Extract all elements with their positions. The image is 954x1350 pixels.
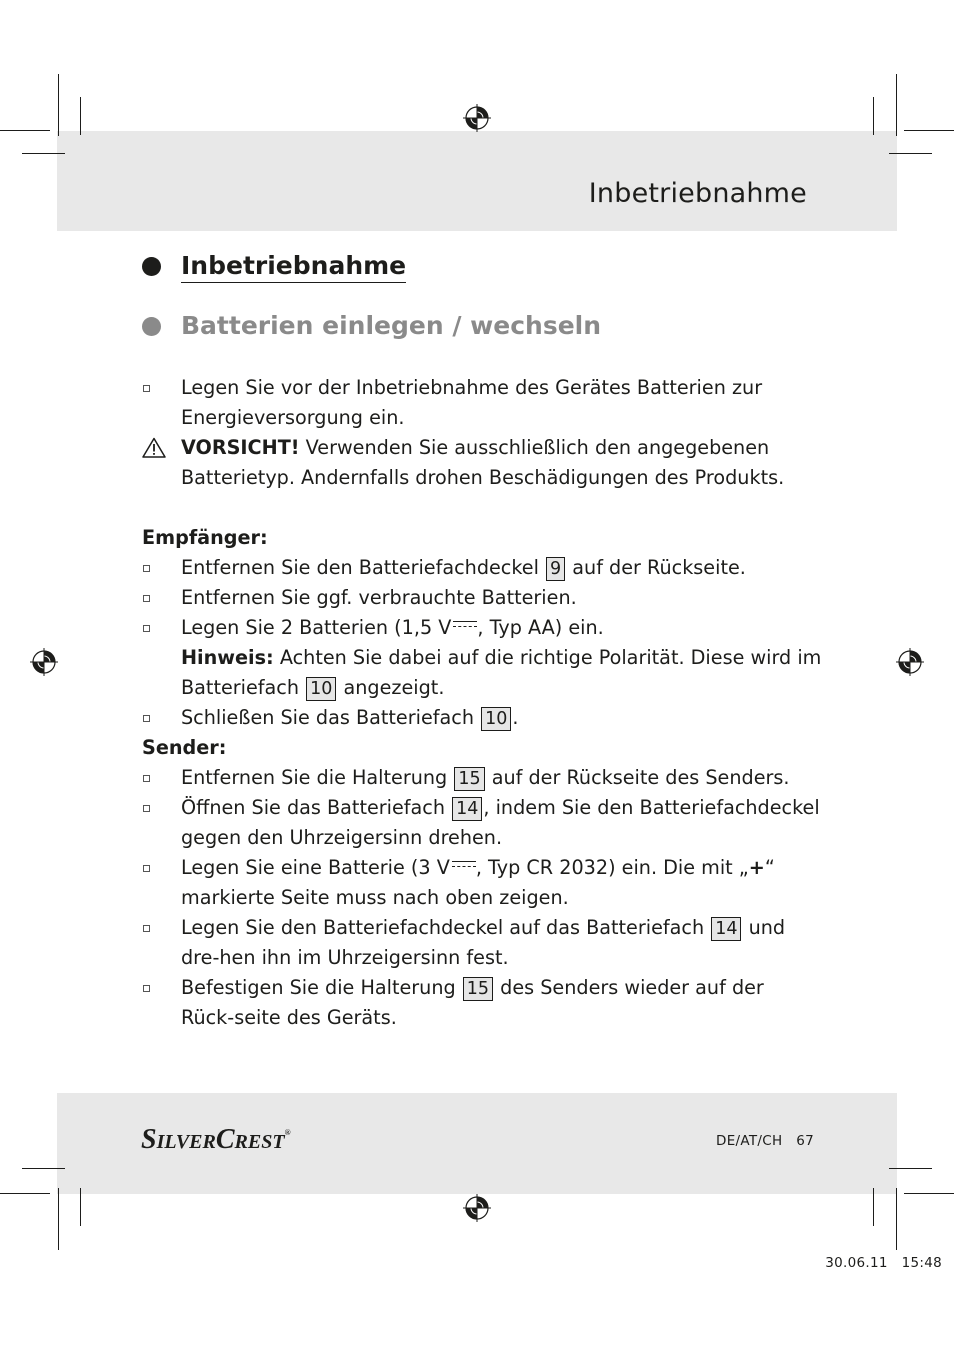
registration-mark-icon: [462, 103, 492, 133]
part-reference: 9: [546, 557, 565, 581]
checkbox-bullet-icon: [143, 925, 150, 932]
locale-label: DE/AT/CH: [716, 1133, 783, 1149]
registration-mark-icon: [29, 647, 59, 677]
section-bullet-icon: [142, 257, 161, 276]
checkbox-bullet-icon: [143, 775, 150, 782]
list-item: Schließen Sie das Batteriefach 10 .: [142, 703, 822, 733]
warning-notice: VORSICHT! Verwenden Sie ausschließlich den angegebenen Batterietyp. Andernfalls drohen Beschädigungen des Produkts.: [142, 433, 822, 493]
part-reference: 15: [454, 767, 484, 791]
part-reference: 10: [306, 677, 336, 701]
list-item: Legen Sie eine Batterie (3 V , Typ CR 2032) ein. Die mit „+“ markierte Seite muss nach oben zeigen.: [142, 853, 822, 913]
note-label: Hinweis:: [181, 646, 274, 669]
receiver-heading: Empfänger:: [142, 526, 268, 549]
warning-label: VORSICHT!: [181, 436, 300, 459]
list-item: Öffnen Sie das Batteriefach 14 , indem Sie den Batteriefachdeckel gegen den Uhrzeigersinn drehen.: [142, 793, 822, 853]
header-title: Inbetriebnahme: [588, 178, 807, 209]
part-reference: 14: [452, 797, 482, 821]
checkbox-bullet-icon: [143, 805, 150, 812]
brand-name: SILVERCREST®: [141, 1124, 291, 1154]
warning-triangle-icon: [142, 437, 166, 458]
part-reference: 15: [463, 977, 493, 1001]
registration-mark-icon: [895, 647, 925, 677]
sender-heading: Sender:: [142, 736, 227, 759]
dc-voltage-icon: [453, 619, 477, 631]
checkbox-bullet-icon: [143, 865, 150, 872]
list-item: Entfernen Sie den Batteriefachdeckel 9 auf der Rückseite.: [142, 553, 822, 583]
list-item: Legen Sie vor der Inbetriebnahme des Gerätes Batterien zur Energieversorgung ein.: [142, 373, 822, 433]
subsection-bullet-icon: [142, 317, 161, 336]
list-item: Entfernen Sie ggf. verbrauchte Batterien.: [142, 583, 822, 613]
list-item: Befestigen Sie die Halterung 15 des Senders wieder auf der Rück-seite des Geräts.: [142, 973, 822, 1033]
part-reference: 10: [481, 707, 511, 731]
print-stamp: [825, 1255, 942, 1271]
instructions: [142, 373, 822, 1033]
checkbox-bullet-icon: [143, 385, 150, 392]
checkbox-bullet-icon: [143, 595, 150, 602]
checkbox-bullet-icon: [143, 985, 150, 992]
checkbox-bullet-icon: [143, 715, 150, 722]
list-item: Entfernen Sie die Halterung 15 auf der Rückseite des Senders.: [142, 763, 822, 793]
subsection-title: Batterien einlegen / wechseln: [181, 311, 602, 340]
checkbox-bullet-icon: [143, 565, 150, 572]
dc-voltage-icon: [452, 859, 476, 871]
print-time: 15:48: [901, 1255, 942, 1271]
part-reference: 14: [711, 917, 741, 941]
registration-mark-icon: [462, 1193, 492, 1223]
checkbox-bullet-icon: [143, 625, 150, 632]
print-date: 30.06.11: [825, 1255, 888, 1271]
page-info: [716, 1133, 814, 1149]
section-title: Inbetriebnahme: [181, 251, 406, 283]
list-item: Legen Sie 2 Batterien (1,5 V , Typ AA) ein. Hinweis: Achten Sie dabei auf die richtige Polarität. Diese wird im Batteriefach 10 angezeigt.: [142, 613, 822, 703]
page-number: 67: [796, 1133, 814, 1149]
silvercrest-logo: [141, 1124, 331, 1154]
list-item: Legen Sie den Batteriefachdeckel auf das Batteriefach 14 und dre-hen ihn im Uhrzeigersinn fest.: [142, 913, 822, 973]
